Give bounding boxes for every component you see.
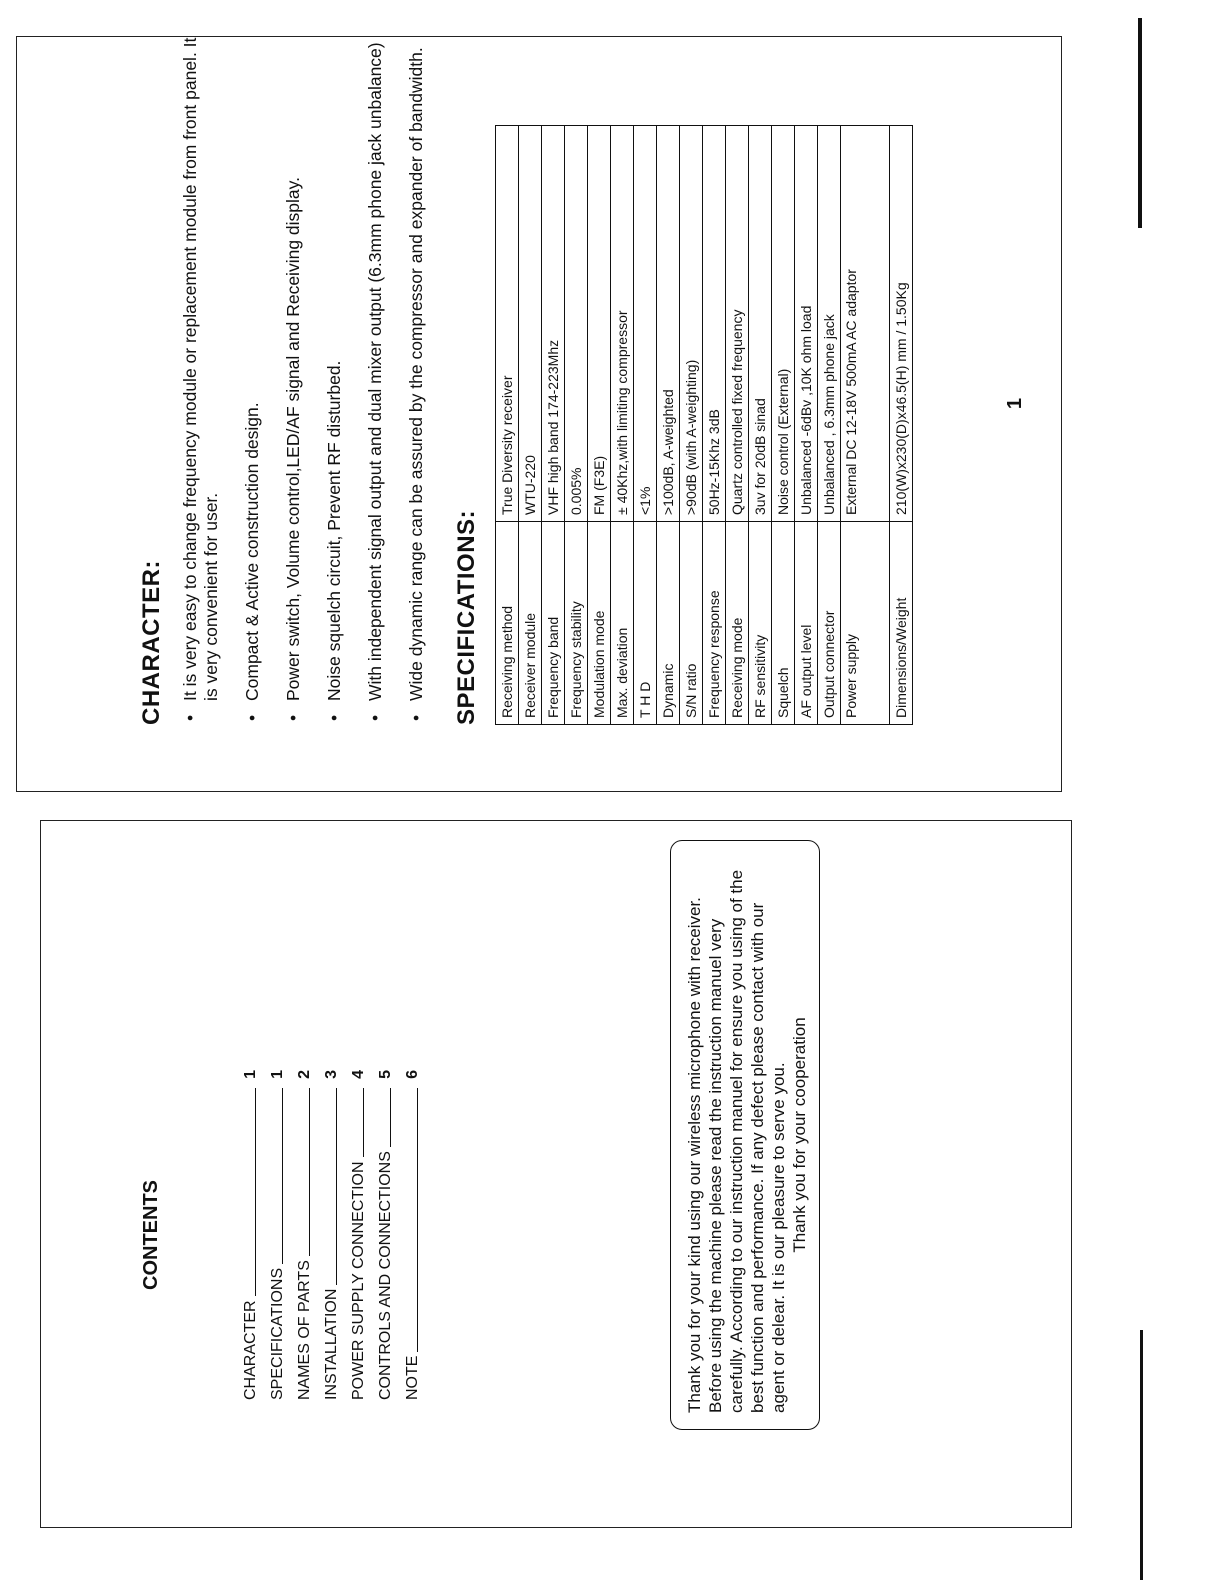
character-spec-section: [138, 35, 958, 725]
spec-value: >100dB, A-weighted: [657, 126, 680, 522]
table-row: [703, 126, 726, 725]
spec-value: FM (F3E): [588, 126, 611, 522]
spec-label: Frequency band: [542, 522, 565, 725]
spec-label: Frequency response: [703, 522, 726, 725]
table-row: [519, 126, 542, 725]
spec-value: Unbalanced , 6.3mm phone jack: [818, 126, 841, 522]
spec-value: Unbalanced -6dBv ,10K ohm load: [795, 126, 818, 522]
toc-page: 1: [269, 1070, 286, 1079]
spec-label: Squelch: [772, 522, 795, 725]
toc-leader: [390, 1088, 391, 1147]
toc-entry[interactable]: [395, 1070, 422, 1400]
toc-entry[interactable]: [287, 1070, 314, 1400]
scan-edge-line: [1138, 18, 1142, 228]
spec-value: 0.005%: [565, 126, 588, 522]
table-row: [542, 126, 565, 725]
spec-value: External DC 12-18V 500mA AC adaptor: [841, 126, 890, 522]
table-row: [657, 126, 680, 725]
spec-value: Noise control (External): [772, 126, 795, 522]
spec-label: Receiving method: [496, 522, 519, 725]
spec-label: Dynamic: [657, 522, 680, 725]
spec-label: Receiver module: [519, 522, 542, 725]
toc-label: SPECIFICATIONS: [269, 1267, 286, 1400]
note-box: [670, 840, 820, 1430]
table-row: [795, 126, 818, 725]
list-item: • Noise squelch circuit, Prevent RF disturbed.: [324, 35, 345, 725]
toc-entry[interactable]: [233, 1070, 260, 1400]
toc-entry[interactable]: [368, 1070, 395, 1400]
spec-value: Quartz controlled fixed frequency: [726, 126, 749, 522]
spec-value: WTU-220: [519, 126, 542, 522]
table-row: [680, 126, 703, 725]
toc-label: CHARACTER: [242, 1300, 259, 1400]
toc-leader: [255, 1088, 256, 1296]
thank-you-note: [670, 840, 870, 1430]
toc-leader: [282, 1088, 283, 1264]
table-row: [890, 126, 913, 725]
toc-page: 5: [377, 1070, 394, 1079]
spec-label: RF sensitivity: [749, 522, 772, 725]
spec-label: Receiving mode: [726, 522, 749, 725]
spec-value: <1%: [634, 126, 657, 522]
table-row: [841, 126, 890, 725]
toc-leader: [417, 1088, 418, 1352]
spec-label: Power supply: [841, 522, 890, 725]
table-row: [772, 126, 795, 725]
spec-value: >90dB (with A-weighting): [680, 126, 703, 522]
spec-label: AF output level: [795, 522, 818, 725]
toc-label: NAMES OF PARTS: [296, 1260, 313, 1400]
note-closing: Thank you for your cooperation: [789, 1017, 809, 1253]
table-row: [611, 126, 634, 725]
toc-leader: [336, 1088, 337, 1285]
list-item: • Compact & Active construction design.: [242, 35, 263, 725]
specifications-table: [495, 125, 913, 725]
note-body: Thank you for your kind using our wireless microphone with receiver. Before using the machine please read the instruction manuel very carefully. According to our instruction manuel for ensure you using of the best function and performance. If any defect please contact with our agent or delear. It is our pleasure to serve you.: [685, 869, 788, 1413]
list-item: • It is very easy to change frequency module or replacement module from front panel. It is very convenient for user.: [180, 35, 222, 725]
list-item: • Power switch, Volume control,LED/AF signal and Receiving display.: [283, 35, 304, 725]
toc-entry[interactable]: [341, 1070, 368, 1400]
specifications-heading: SPECIFICATIONS:: [453, 509, 480, 725]
spec-value: 210(W)x230(D)x46.5(H) mm / 1.50Kg: [890, 126, 913, 522]
toc-label: POWER SUPPLY CONNECTION: [350, 1161, 367, 1400]
contents-section: [140, 1070, 420, 1400]
spec-value: ± 40Khz,with limiting compressor: [611, 126, 634, 522]
spec-label: Output connector: [818, 522, 841, 725]
spec-value: 50Hz-15Khz 3dB: [703, 126, 726, 522]
toc-entry[interactable]: [314, 1070, 341, 1400]
toc-page: 2: [296, 1070, 313, 1079]
toc-label: INSTALLATION: [323, 1288, 340, 1400]
toc-leader: [363, 1088, 364, 1157]
table-row: [496, 126, 519, 725]
table-row: [588, 126, 611, 725]
list-item: • With independent signal output and dual mixer output (6.3mm phone jack unbalance): [365, 35, 386, 725]
toc-label: NOTE: [404, 1355, 421, 1400]
spec-value: 3uv for 20dB sinad: [749, 126, 772, 522]
toc-leader: [309, 1088, 310, 1256]
spec-label: Frequency stability: [565, 522, 588, 725]
toc-page: 3: [323, 1070, 340, 1079]
list-item: • Wide dynamic range can be assured by the compressor and expander of bandwidth.: [406, 35, 427, 725]
spec-label: T H D: [634, 522, 657, 725]
spec-label: Dimensions/Weight: [890, 522, 913, 725]
spec-label: S/N ratio: [680, 522, 703, 725]
toc-page: 4: [350, 1070, 367, 1079]
spec-value: True Diversity receiver: [496, 126, 519, 522]
spec-value: VHF high band 174-223Mhz: [542, 126, 565, 522]
character-heading: CHARACTER:: [138, 560, 165, 725]
spec-label: Max. deviation: [611, 522, 634, 725]
contents-heading: CONTENTS: [140, 1180, 162, 1290]
table-row: [726, 126, 749, 725]
character-list: [180, 35, 427, 725]
table-row: [634, 126, 657, 725]
spec-label: Modulation mode: [588, 522, 611, 725]
table-row: [749, 126, 772, 725]
table-row: [565, 126, 588, 725]
toc-entry[interactable]: [260, 1070, 287, 1400]
toc-label: CONTROLS AND CONNECTIONS: [377, 1151, 394, 1400]
toc-page: 6: [404, 1070, 421, 1079]
scan-edge-line: [1140, 1330, 1143, 1580]
page-number: 1: [1004, 397, 1027, 410]
toc-page: 1: [242, 1070, 259, 1079]
table-row: [818, 126, 841, 725]
